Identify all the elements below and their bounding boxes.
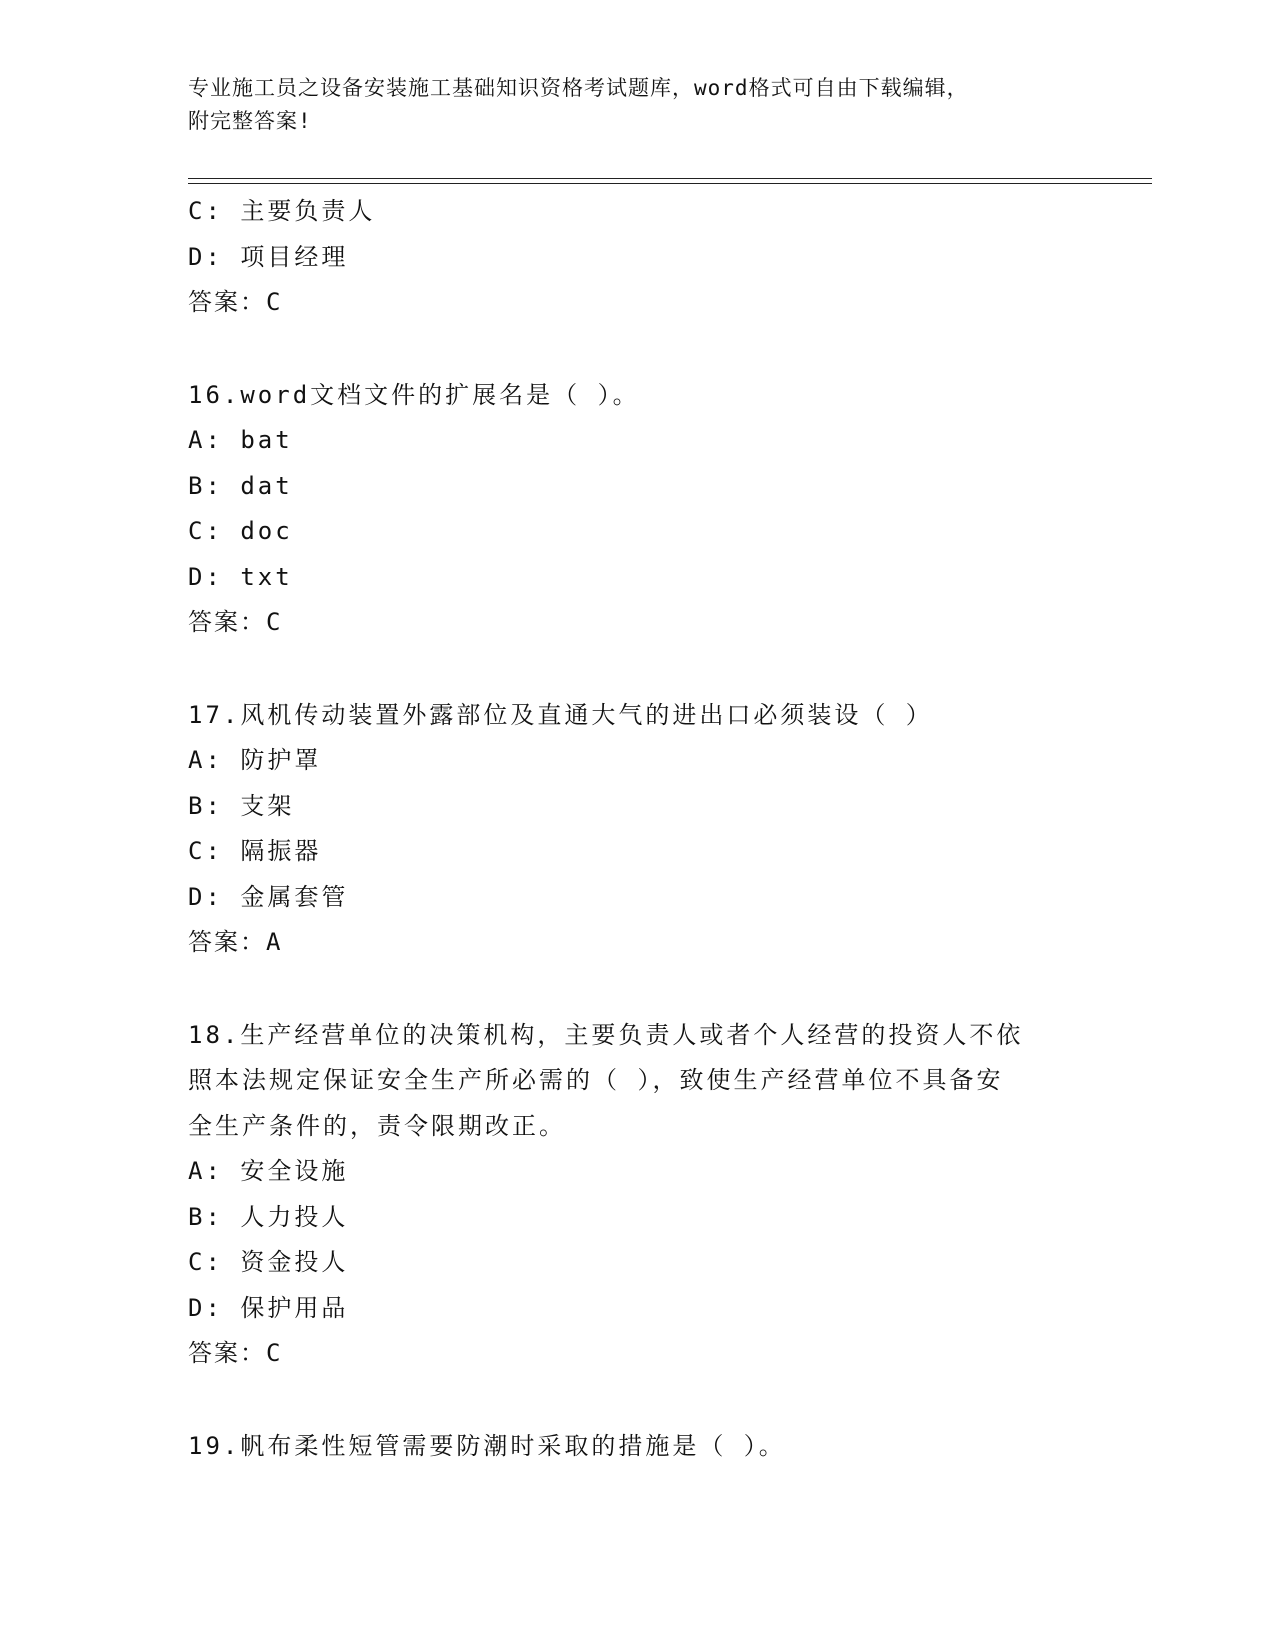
header-divider-bottom xyxy=(188,183,1152,184)
answer: 答案：C xyxy=(188,1339,283,1367)
option-b: B: 人力投人 xyxy=(188,1202,349,1231)
question-19 xyxy=(188,1424,1088,1470)
question-text: 19.帆布柔性短管需要防潮时采取的措施是（ ）。 xyxy=(188,1431,786,1460)
option-c: C: 主要负责人 xyxy=(188,197,376,225)
answer: 答案：C xyxy=(188,608,283,636)
option-d: D: 金属套管 xyxy=(188,882,349,911)
question-text: 17.风机传动装置外露部位及直通大气的进出口必须装设（ ） xyxy=(188,700,933,729)
question-16 xyxy=(188,373,1088,646)
option-a: A: 安全设施 xyxy=(188,1157,349,1185)
question-text-line-2: 照本法规定保证安全生产所必需的（ ），致使生产经营单位不具备安 xyxy=(188,1066,1004,1094)
question-list xyxy=(188,189,1088,1469)
question-text: 16.word文档文件的扩展名是（ ）。 xyxy=(188,380,640,409)
option-b: B: dat xyxy=(188,471,293,500)
option-a: A: bat xyxy=(188,426,293,454)
page-header xyxy=(188,72,1068,138)
question-text-line-3: 全生产条件的，责令限期改正。 xyxy=(188,1111,566,1140)
question-15-tail xyxy=(188,189,1088,326)
answer: 答案：A xyxy=(188,928,283,956)
question-text-line-1: 18.生产经营单位的决策机构，主要负责人或者个人经营的投资人不依 xyxy=(188,1020,1024,1049)
header-line-1: 专业施工员之设备安装施工基础知识资格考试题库，word格式可自由下载编辑， xyxy=(188,76,969,100)
option-c: C: doc xyxy=(188,517,293,545)
option-a: A: 防护罩 xyxy=(188,746,322,774)
header-line-2: 附完整答案! xyxy=(188,109,312,133)
question-18 xyxy=(188,1013,1088,1377)
answer: 答案：C xyxy=(188,288,283,316)
header-divider-top xyxy=(188,178,1152,179)
question-17 xyxy=(188,693,1088,966)
option-c: C: 隔振器 xyxy=(188,837,322,865)
option-d: D: 项目经理 xyxy=(188,242,349,271)
option-c: C: 资金投人 xyxy=(188,1248,349,1276)
option-d: D: 保护用品 xyxy=(188,1293,349,1322)
option-b: B: 支架 xyxy=(188,791,295,820)
option-d: D: txt xyxy=(188,562,293,591)
